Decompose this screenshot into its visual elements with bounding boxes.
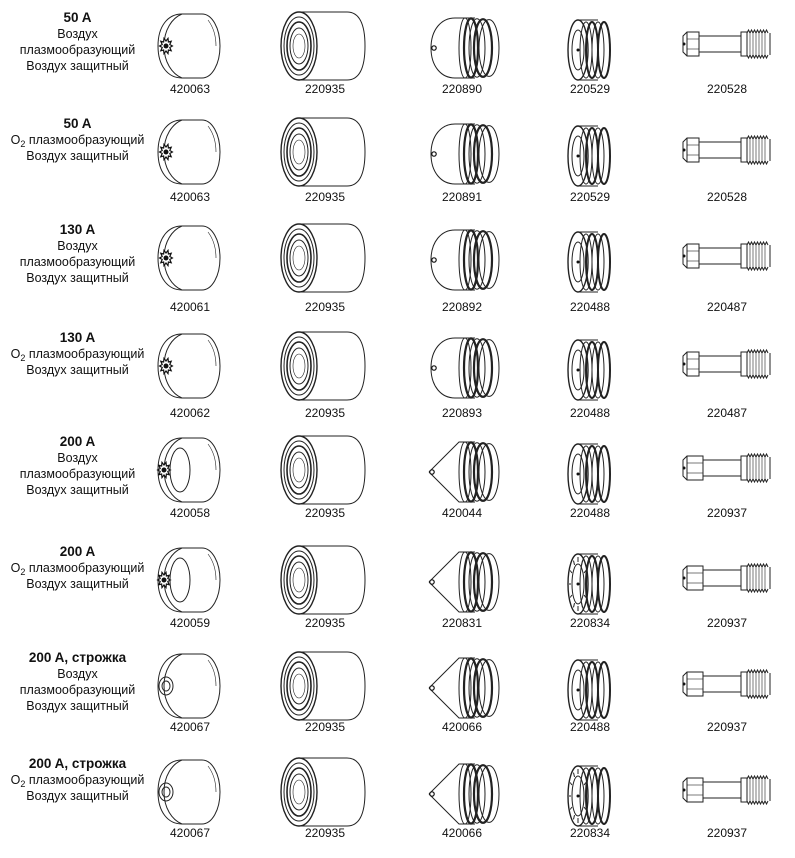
retaining-cap-icon [277,220,373,296]
electrode-icon [681,752,773,828]
retaining-cap-part [277,430,373,530]
electrode-part [681,752,773,852]
electrode-icon [681,540,773,616]
retaining-cap-icon [277,114,373,190]
part-number: 220937 [706,616,748,630]
current-rating: 50 A [63,10,92,25]
plasma-gas-role: плазмообразующий [19,255,136,269]
part-number: 220487 [706,406,748,420]
shield-icon [150,220,230,296]
nozzle-icon [425,434,499,510]
swirl-ring-icon [564,12,616,88]
shield-gas-label: Воздух защитный [26,271,129,285]
part-number: 220834 [569,616,611,630]
part-number: 220935 [304,826,346,840]
plasma-gas-label [0,132,155,148]
plasma-gas-role: плазмообразующий [25,561,145,575]
electrode-icon [681,326,773,402]
nozzle-part [425,540,499,640]
shield-gas-label: Воздух защитный [26,59,129,73]
retaining-cap-part [277,6,373,106]
electrode-part [681,112,773,212]
part-number: 220488 [569,406,611,420]
electrode-icon [681,112,773,188]
oxygen-subscript: 2 [20,353,26,363]
swirl-ring-icon [564,758,616,834]
plasma-gas-role: плазмообразующий [25,347,145,361]
plasma-gas-label [0,450,155,466]
part-number: 220488 [569,720,611,734]
swirl-ring-part [564,540,616,640]
retaining-cap-part [277,646,373,746]
part-number: 220528 [706,190,748,204]
part-number: 220935 [304,616,346,630]
part-number: 220935 [304,720,346,734]
process-label [0,330,155,378]
shield-gas-label: Воздух защитный [26,789,129,803]
current-rating: 200 A [59,544,96,559]
shield-part [150,6,230,106]
plasma-gas-name: O [10,133,21,147]
nozzle-part [425,326,499,426]
part-number: 420044 [441,506,483,520]
electrode-part [681,646,773,746]
current-rating: 200 A [59,434,96,449]
retaining-cap-part [277,218,373,318]
current-rating: 130 A [59,330,96,345]
part-number: 420067 [169,720,211,734]
shield-gas-label: Воздух защитный [26,483,129,497]
plasma-gas-name: Воздух [57,27,98,41]
current-rating: 50 A [63,116,92,131]
consumable-row [0,112,795,218]
shield-part [150,752,230,852]
nozzle-icon [425,116,499,192]
plasma-gas-label [0,772,155,788]
swirl-ring-part [564,430,616,530]
nozzle-icon [425,650,499,726]
process-label [0,650,155,714]
part-number: 420067 [169,826,211,840]
nozzle-icon [425,756,499,832]
retaining-cap-icon [277,8,373,84]
plasma-gas-name: O [10,773,21,787]
oxygen-subscript: 2 [20,567,26,577]
retaining-cap-icon [277,328,373,404]
swirl-ring-part [564,326,616,426]
oxygen-subscript: 2 [20,139,26,149]
electrode-part [681,6,773,106]
part-number: 220529 [569,82,611,96]
swirl-ring-icon [564,546,616,622]
part-number: 420063 [169,82,211,96]
plasma-gas-name: Воздух [57,451,98,465]
consumable-row [0,218,795,324]
swirl-ring-icon [564,652,616,728]
consumable-row [0,646,795,752]
shield-part [150,218,230,318]
process-label [0,544,155,592]
part-number: 220487 [706,300,748,314]
shield-icon [150,432,230,508]
shield-gas-label: Воздух защитный [26,577,129,591]
nozzle-part [425,112,499,212]
retaining-cap-part [277,540,373,640]
consumable-row [0,326,795,432]
plasma-gas-role: плазмообразующий [19,43,136,57]
retaining-cap-part [277,112,373,212]
part-number: 220935 [304,406,346,420]
nozzle-icon [425,330,499,406]
process-label [0,10,155,74]
nozzle-part [425,430,499,530]
plasma-gas-role: плазмообразующий [25,773,145,787]
shield-part [150,112,230,212]
plasma-gas-label [0,346,155,362]
electrode-icon [681,646,773,722]
swirl-ring-part [564,752,616,852]
retaining-cap-icon [277,648,373,724]
plasma-gas-name: Воздух [57,239,98,253]
consumable-row [0,752,795,858]
plasma-gas-label [0,26,155,42]
shield-part [150,326,230,426]
shield-gas-label: Воздух защитный [26,149,129,163]
electrode-icon [681,218,773,294]
part-number: 220937 [706,720,748,734]
swirl-ring-part [564,6,616,106]
part-number: 420062 [169,406,211,420]
shield-gas-label: Воздух защитный [26,699,129,713]
part-number: 420063 [169,190,211,204]
nozzle-part [425,218,499,318]
part-number: 220937 [706,826,748,840]
part-number: 220891 [441,190,483,204]
part-number: 420061 [169,300,211,314]
part-number: 220893 [441,406,483,420]
part-number: 420066 [441,720,483,734]
swirl-ring-part [564,218,616,318]
part-number: 220529 [569,190,611,204]
plasma-gas-name: O [10,347,21,361]
nozzle-icon [425,222,499,298]
plasma-gas-role: плазмообразующий [19,683,136,697]
nozzle-icon [425,544,499,620]
swirl-ring-part [564,646,616,746]
part-number: 220935 [304,506,346,520]
retaining-cap-icon [277,542,373,618]
part-number: 220488 [569,300,611,314]
shield-part [150,540,230,640]
current-rating: 200 A, строжка [28,650,127,665]
part-number: 220890 [441,82,483,96]
process-label [0,756,155,804]
process-label [0,434,155,498]
electrode-icon [681,6,773,82]
consumable-row [0,540,795,646]
consumable-row [0,6,795,112]
electrode-part [681,326,773,426]
plasma-gas-name: Воздух [57,667,98,681]
retaining-cap-part [277,326,373,426]
process-label [0,116,155,164]
shield-part [150,646,230,746]
part-number: 220528 [706,82,748,96]
part-number: 220935 [304,300,346,314]
current-rating: 130 A [59,222,96,237]
electrode-icon [681,430,773,506]
plasma-gas-role: плазмообразующий [19,467,136,481]
electrode-part [681,430,773,530]
part-number: 220892 [441,300,483,314]
swirl-ring-icon [564,224,616,300]
retaining-cap-icon [277,754,373,830]
plasma-gas-label [0,238,155,254]
shield-part [150,430,230,530]
swirl-ring-icon [564,118,616,194]
shield-icon [150,754,230,830]
part-number: 420066 [441,826,483,840]
part-number: 420059 [169,616,211,630]
electrode-part [681,218,773,318]
part-number: 220488 [569,506,611,520]
part-number: 220937 [706,506,748,520]
retaining-cap-part [277,752,373,852]
part-number: 220834 [569,826,611,840]
part-number: 220831 [441,616,483,630]
nozzle-part [425,646,499,746]
shield-icon [150,328,230,404]
plasma-gas-label [0,666,155,682]
shield-gas-label: Воздух защитный [26,363,129,377]
consumable-row [0,430,795,536]
swirl-ring-part [564,112,616,212]
plasma-gas-name: O [10,561,21,575]
shield-icon [150,114,230,190]
plasma-gas-label [0,560,155,576]
shield-icon [150,542,230,618]
shield-icon [150,8,230,84]
retaining-cap-icon [277,432,373,508]
part-number: 220935 [304,190,346,204]
part-number: 420058 [169,506,211,520]
electrode-part [681,540,773,640]
nozzle-icon [425,10,499,86]
shield-icon [150,648,230,724]
nozzle-part [425,6,499,106]
current-rating: 200 A, строжка [28,756,127,771]
swirl-ring-icon [564,332,616,408]
swirl-ring-icon [564,436,616,512]
nozzle-part [425,752,499,852]
oxygen-subscript: 2 [20,779,26,789]
part-number: 220935 [304,82,346,96]
plasma-gas-role: плазмообразующий [25,133,145,147]
process-label [0,222,155,286]
